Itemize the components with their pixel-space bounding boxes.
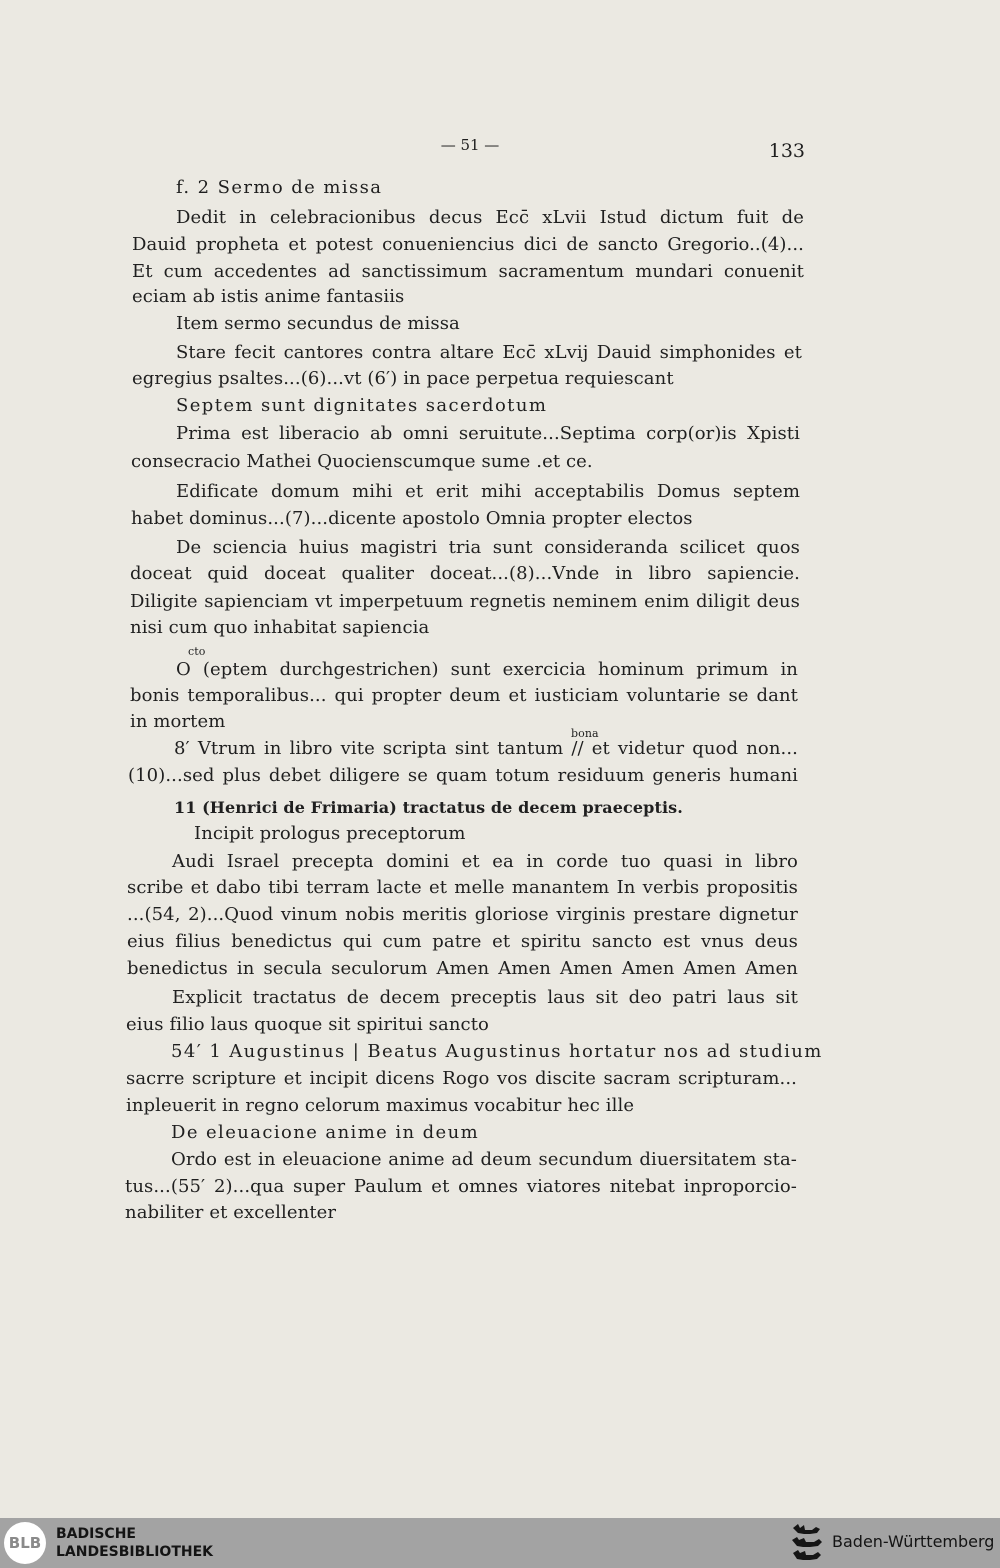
text-line: in mortem [130, 711, 226, 732]
text-line: Ordo est in eleuacione anime ad deum secundum diuersitatem sta- [171, 1149, 797, 1170]
text-line: sacrre scripture et incipit dicens Rogo vos discite sacram scripturam... [126, 1068, 797, 1089]
text-line: bonis temporalibus... qui propter deum et iusticiam voluntarie se dant [130, 685, 798, 706]
text-line: nabiliter et excellenter [125, 1202, 337, 1223]
page-number: 133 [768, 140, 805, 162]
text-line: Edificate domum mihi et erit mihi acceptabilis Domus septem [176, 481, 800, 502]
text-line: doceat quid doceat qualiter doceat...(8)...Vnde in libro sapiencie. [130, 563, 800, 584]
state-name: Baden-Württemberg [832, 1532, 995, 1551]
text-line: Item sermo secundus de missa [176, 313, 460, 334]
text-line: De sciencia huius magistri tria sunt consideranda scilicet quos [176, 537, 800, 558]
text-line: eius filius benedictus qui cum patre et spiritu sancto est vnus deus [127, 931, 798, 952]
library-name [56, 1525, 213, 1561]
text-line: Dauid propheta et potest conueniencius dici de sancto Gregorio..(4)... [132, 234, 804, 255]
section-heading: 11 (Henrici de Frimaria) tractatus de decem praeceptis. [174, 798, 683, 817]
text-line: 8′ Vtrum in libro vite scripta sint tantum // et videtur quod non... [174, 738, 798, 759]
text-line: eius filio laus quoque sit spiritui sancto [126, 1014, 489, 1035]
text-line: nisi cum quo inhabitat sapiencia [130, 617, 430, 638]
text-line: habet dominus...(7)...dicente apostolo Omnia propter electos [131, 508, 693, 529]
text-line: scribe et dabo tibi terram lacte et melle manantem In verbis propositis [127, 877, 798, 898]
text-line: Prima est liberacio ab omni seruitute...Septima corp(or)is Xpisti [176, 423, 800, 444]
text-line: Et cum accedentes ad sanctissimum sacramentum mundari conuenit [132, 261, 804, 282]
running-header: — 51 — [440, 136, 500, 154]
text-line: Diligite sapienciam vt imperpetuum regnetis neminem enim diligit deus [130, 591, 800, 612]
stag-lion-coat-of-arms-icon [790, 1522, 824, 1564]
text-line: (10)...sed plus debet diligere se quam totum residuum generis humani [128, 765, 798, 786]
text-line: inpleuerit in regno celorum maximus vocabitur hec ille [126, 1095, 635, 1116]
text-line: tus...(55′ 2)...qua super Paulum et omnes viatores nitebat inproporcio- [125, 1176, 797, 1197]
interlinear-note: cto [188, 645, 206, 658]
text-line: O (eptem durchgestrichen) sunt exercicia hominum primum in [176, 659, 798, 680]
blb-logo-icon: BLB [4, 1522, 46, 1564]
text-line: ...(54, 2)...Quod vinum nobis meritis gloriose virginis prestare dignetur [127, 904, 798, 925]
text-line: Incipit prologus preceptorum [194, 823, 466, 844]
text-line: benedictus in secula seculorum Amen Amen Amen Amen Amen Amen [127, 958, 798, 979]
text-line: Explicit tractatus de decem preceptis laus sit deo patri laus sit [172, 987, 798, 1008]
text-line: Septem sunt dignitates sacerdotum [176, 395, 548, 416]
text-line: consecracio Mathei Quocienscumque sume .et ce. [131, 451, 593, 472]
text-line: Stare fecit cantores contra altare Ecc̄ xLvij Dauid simphonides et [176, 342, 802, 363]
text-line: eciam ab istis anime fantasiis [132, 286, 405, 307]
text-line: Dedit in celebracionibus decus Ecc̄ xLvii Istud dictum fuit de [176, 207, 804, 228]
library-name-line1: BADISCHE [56, 1526, 136, 1542]
text-line: 54′ 1 Augustinus | Beatus Augustinus hortatur nos ad studium [171, 1041, 823, 1062]
text-line: Audi Israel precepta domini et ea in corde tuo quasi in libro [172, 851, 798, 872]
text-line: egregius psaltes...(6)...vt (6′) in pace perpetua requiescant [132, 368, 674, 389]
library-name-line2: LANDESBIBLIOTHEK [56, 1544, 214, 1560]
text-line: De eleuacione anime in deum [171, 1122, 480, 1143]
text-line: f. 2 Sermo de missa [176, 177, 383, 198]
interlinear-note: bona [571, 727, 599, 740]
